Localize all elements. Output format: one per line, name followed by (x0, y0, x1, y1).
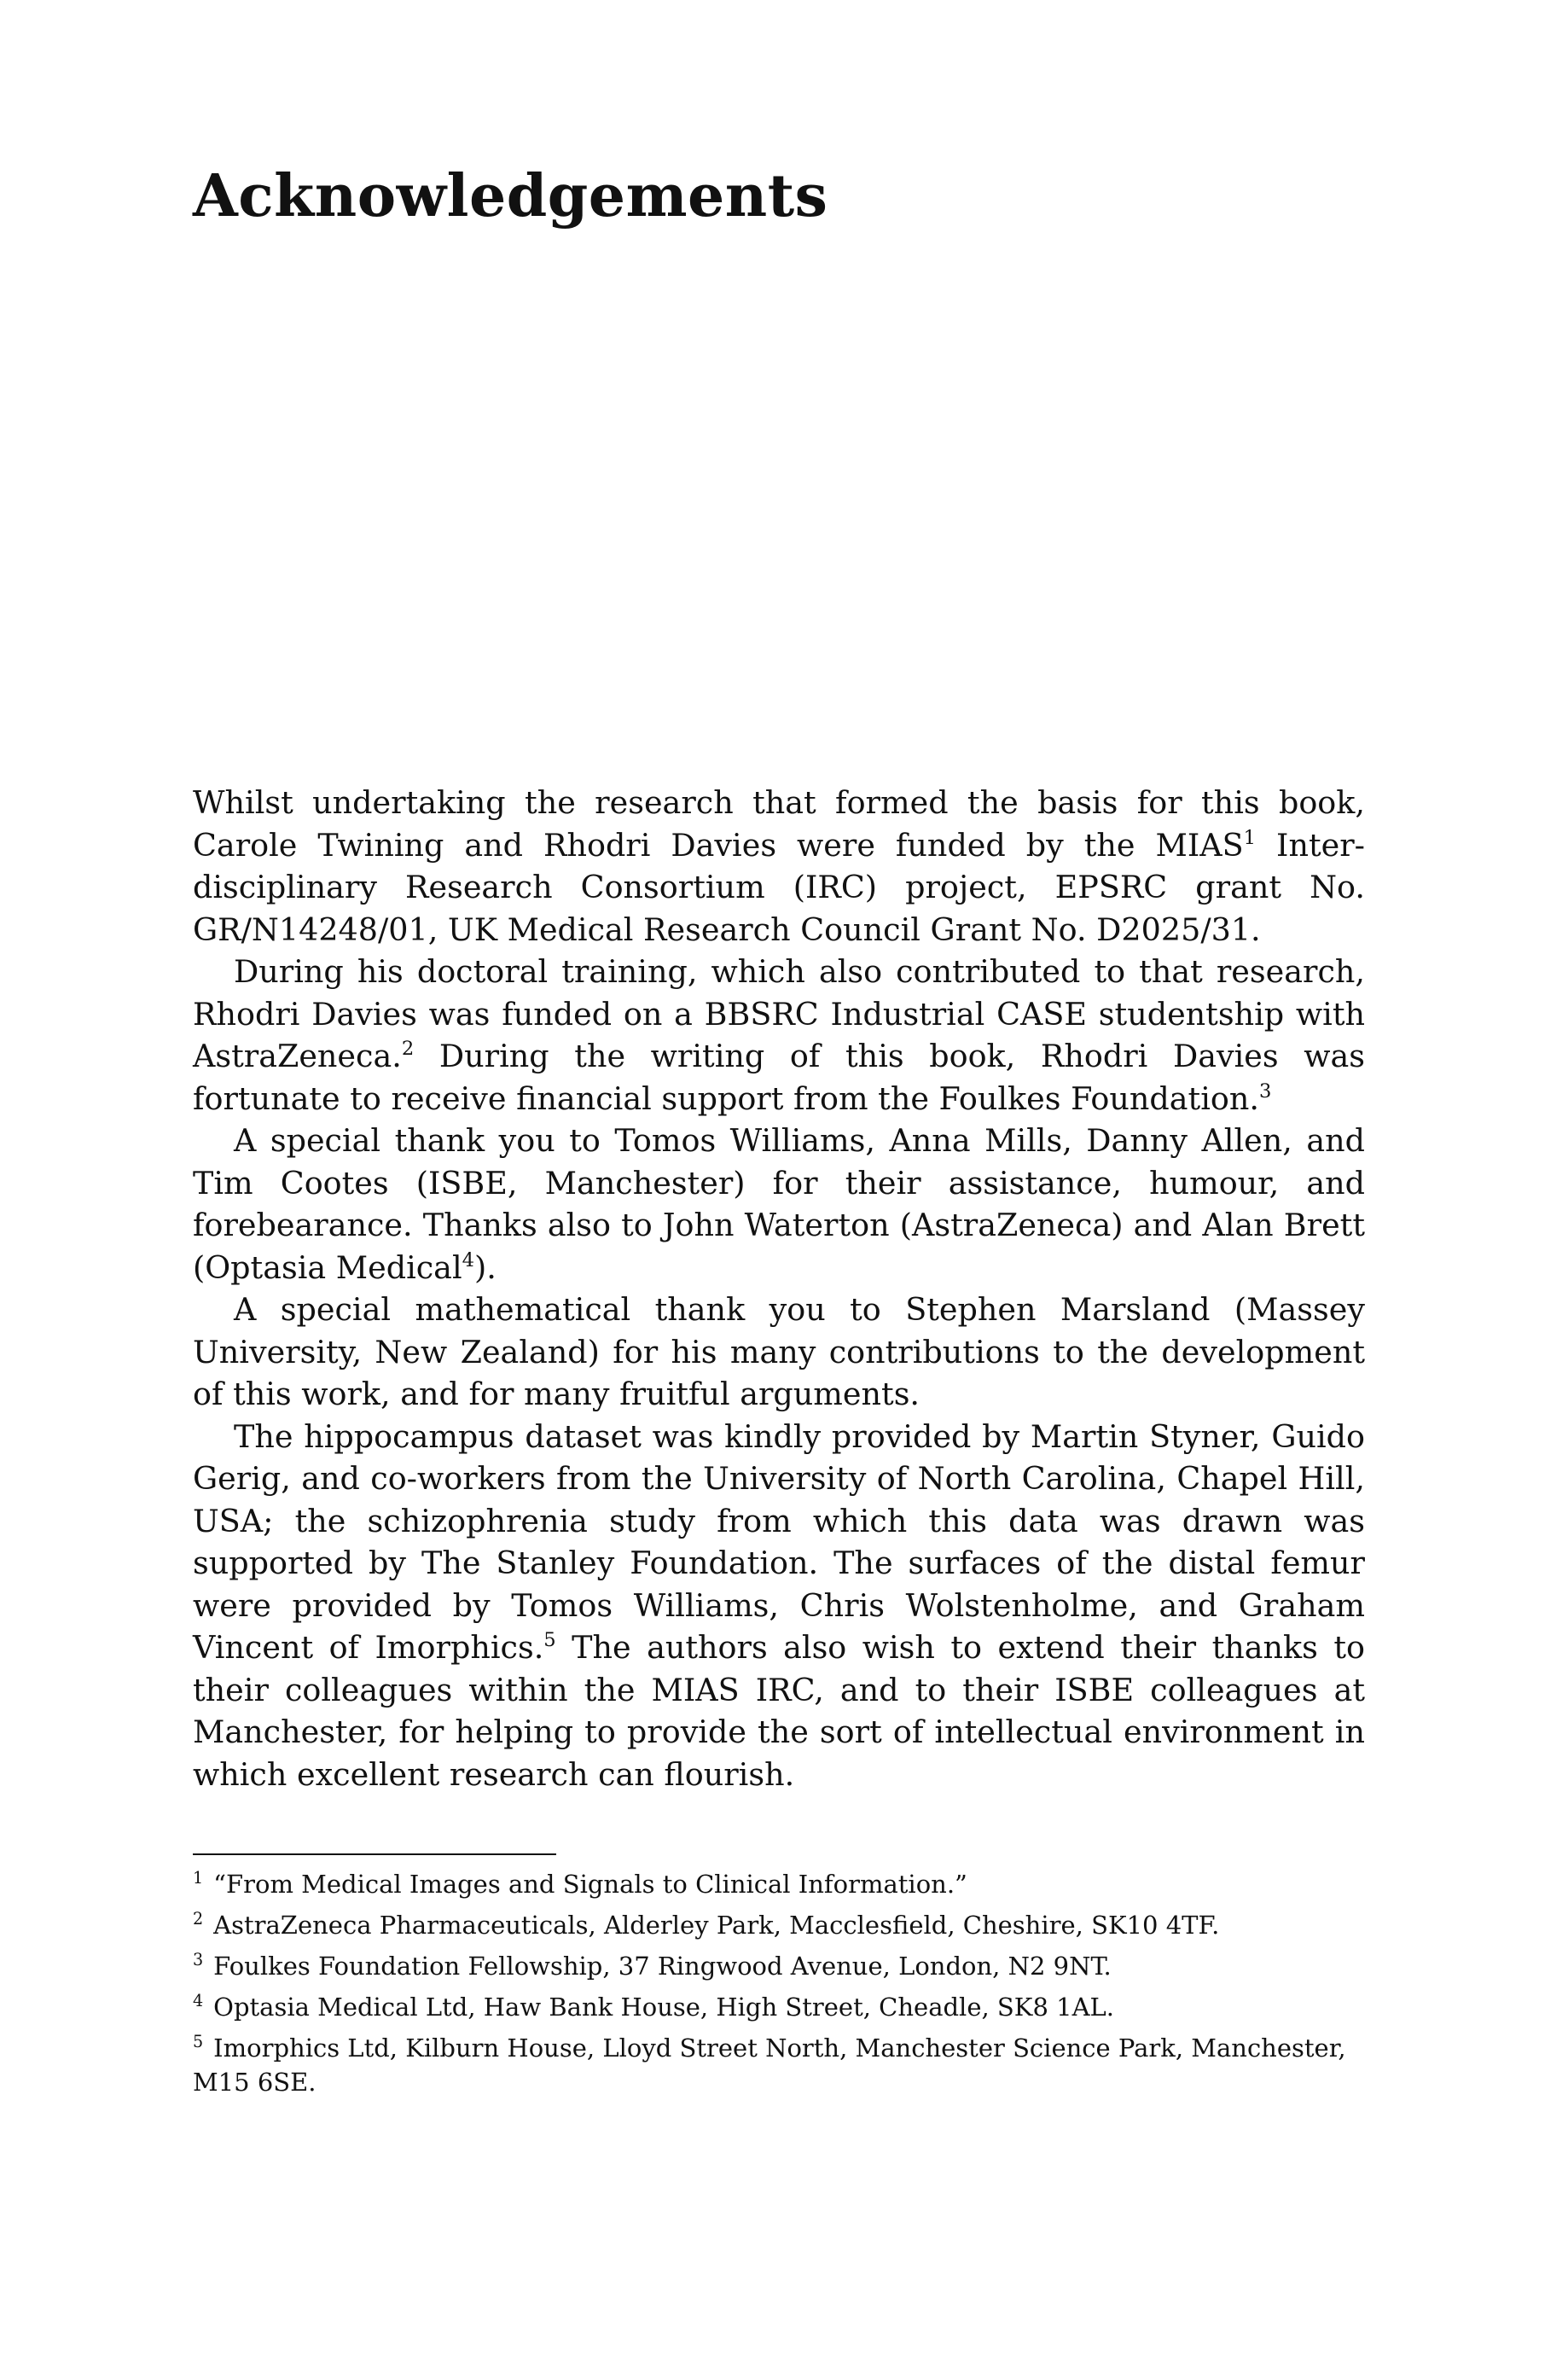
footnote-text: AstraZeneca Pharmaceuticals, Alderley Park, Macclesfield, Cheshire, SK10 4TF. (213, 1911, 1220, 1940)
paragraph-text: During his doctoral training, which also contributed to that research, Rhodri Davies was funded on a BBSRC Industrial CASE studentship with AstraZeneca. (193, 953, 1365, 1074)
footnote-ref-3: 3 (1258, 1079, 1272, 1103)
footnote-text: “From Medical Images and Signals to Clinical Information.” (213, 1870, 967, 1899)
paragraph-text: The hippocampus dataset was kindly provided by Martin Styner, Guido Gerig, and co-workers from the University of North Carolina, Chapel Hill, USA; the schizophrenia study from which this data was drawn was supported by The Stanley Foundation. The surfaces of the distal femur were provided by Tomos Williams, Chris Wolstenholme, and Graham Vincent of Imorphics. (193, 1417, 1365, 1666)
footnote-4 (193, 1990, 1365, 2024)
footnote-mark: 5 (193, 2031, 204, 2051)
footnote-mark: 1 (193, 1867, 204, 1888)
footnote-divider (193, 1853, 556, 1855)
footnote-mark: 3 (193, 1949, 204, 1969)
footnote-ref-5: 5 (543, 1628, 556, 1651)
footnote-text: Optasia Medical Ltd, Haw Bank House, High Street, Cheadle, SK8 1AL. (213, 1993, 1114, 2022)
footnote-text: Imorphics Ltd, Kilburn House, Lloyd Street North, Manchester Science Park, Manchester, M15 6SE. (193, 2033, 1346, 2097)
acknowledgements-body (193, 782, 1365, 1795)
footnote-ref-2: 2 (401, 1037, 415, 1060)
paragraph-text: ). (474, 1248, 497, 1286)
footnotes (193, 1867, 1365, 2106)
paragraph-text: Inter-disciplinary Research Consortium (IRC) project, EPSRC grant No. GR/N14248/01, UK Medical Research Council Grant No. D2025/31. (193, 826, 1366, 948)
paragraph-text: A special thank you to Tomos Williams, Anna Mills, Danny Allen, and Tim Cootes (ISBE, Manchester) for their assistance, humour, and forebearance. Thanks also to John Waterton (AstraZeneca) and Alan Brett (Optasia Medical (193, 1122, 1365, 1286)
footnote-ref-1: 1 (1243, 826, 1257, 849)
page-title: Acknowledgements (193, 162, 828, 230)
paragraph-text: During the writing of this book, Rhodri Davies was fortunate to receive financial support from the Foulkes Foundation. (193, 1038, 1365, 1117)
paragraph-text: The authors also wish to extend their thanks to their colleagues within the MIAS IRC, and to their ISBE colleagues at Manchester, for helping to provide the sort of intellectual environment in which excellent research can flourish. (193, 1629, 1365, 1793)
footnote-ref-4: 4 (462, 1248, 475, 1271)
footnote-mark: 2 (193, 1908, 204, 1929)
footnote-5 (193, 2031, 1365, 2099)
paragraph-thanks (193, 1120, 1365, 1289)
footnote-2 (193, 1908, 1365, 1942)
paragraph-doctoral-training (193, 951, 1365, 1120)
paragraph-text: A special mathematical thank you to Stephen Marsland (Massey University, New Zealand) for his many contributions to the development of this work, and for many fruitful arguments. (193, 1291, 1365, 1412)
paragraph-mathematical-thanks (193, 1289, 1365, 1416)
paragraph-funding (193, 782, 1365, 951)
paragraph-datasets (193, 1416, 1365, 1796)
paragraph-text: Whilst undertaking the research that formed the basis for this book, Carole Twining and Rhodri Davies were funded by the MIAS (193, 784, 1365, 864)
footnote-3 (193, 1949, 1365, 1983)
footnote-mark: 4 (193, 1990, 204, 2010)
footnote-1 (193, 1867, 1365, 1901)
footnote-text: Foulkes Foundation Fellowship, 37 Ringwood Avenue, London, N2 9NT. (213, 1952, 1112, 1981)
